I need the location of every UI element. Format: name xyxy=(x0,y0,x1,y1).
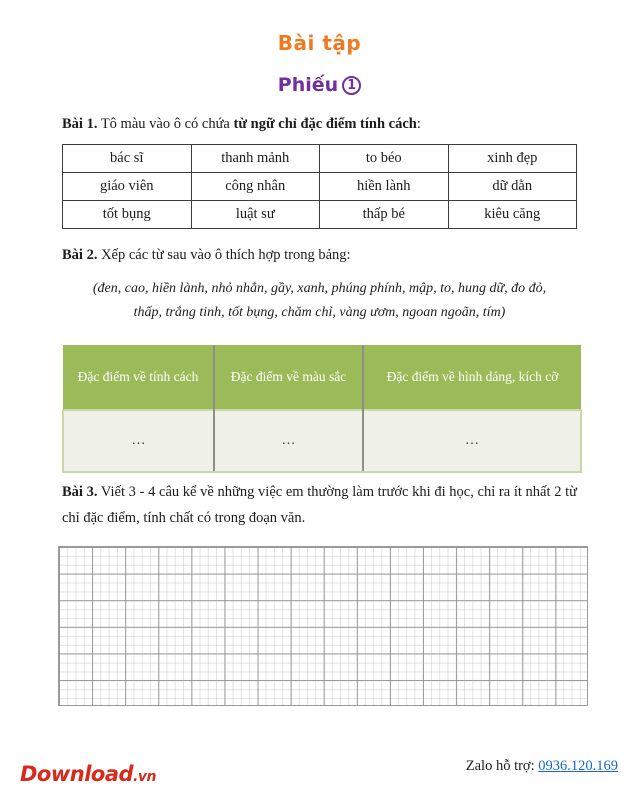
exercise2-label: Bài 2. xyxy=(62,247,98,263)
exercise1-label: Bài 1. xyxy=(62,116,98,132)
word-list-line: thấp, trắng tinh, tốt bụng, chăm chỉ, vàng ươm, ngoan ngoãn, tím) xyxy=(133,305,506,320)
table-header-row xyxy=(63,345,581,410)
table-row xyxy=(63,173,577,201)
exercise1-bold-text: từ ngữ chỉ đặc điểm tính cách xyxy=(233,116,417,132)
table-cell: luật sư xyxy=(191,201,320,229)
zalo-support-phone-link[interactable]: 0936.120.169 xyxy=(538,758,618,774)
table-cell: giáo viên xyxy=(63,173,192,201)
logo-main-text: Download xyxy=(20,762,134,786)
table-cell: hiền lành xyxy=(320,173,449,201)
logo-suffix-text: .vn xyxy=(133,769,156,785)
table-cell: kiêu căng xyxy=(448,201,577,229)
exercise2-word-list xyxy=(62,277,577,325)
column-header: Đặc điểm về tính cách xyxy=(63,345,214,410)
exercise3-label: Bài 3. xyxy=(62,484,98,500)
exercise2-text: Xếp các từ sau vào ô thích hợp trong bảng: xyxy=(97,247,351,263)
exercise1-word-table xyxy=(62,144,577,229)
writing-grid-paper xyxy=(58,546,588,706)
zalo-support-label: Zalo hỗ trợ: xyxy=(465,758,539,774)
table-row xyxy=(63,410,581,472)
circled-number-icon: 1 xyxy=(342,76,361,95)
table-row xyxy=(63,145,577,173)
exercise3-text: Viết 3 - 4 câu kể về những việc em thường làm trước khi đi học, chỉ ra ít nhất 2 từ chỉ đặc điểm, tính chất có trong đoạn văn. xyxy=(62,484,578,526)
table-cell: … xyxy=(214,410,363,472)
table-row xyxy=(63,201,577,229)
table-cell: tốt bụng xyxy=(63,201,192,229)
downloadvn-logo xyxy=(20,762,156,786)
exercise1-suffix: : xyxy=(416,116,421,132)
table-cell: bác sĩ xyxy=(63,145,192,173)
table-cell: … xyxy=(363,410,581,472)
exercise1-instruction xyxy=(62,114,577,134)
table-cell: công nhân xyxy=(191,173,320,201)
column-header: Đặc điểm về hình dáng, kích cỡ xyxy=(363,345,581,410)
column-header: Đặc điểm về màu sắc xyxy=(214,345,363,410)
zalo-support xyxy=(466,758,618,775)
word-list-line: (đen, cao, hiền lành, nhỏ nhắn, gầy, xanh, phúng phính, mập, to, hung dữ, đo đỏ, xyxy=(92,281,547,296)
table-cell: thấp bé xyxy=(320,201,449,229)
table-cell: dữ dằn xyxy=(448,173,577,201)
exercise2-sorting-table xyxy=(62,345,582,473)
table-cell: to béo xyxy=(320,145,449,173)
table-cell: xinh đẹp xyxy=(448,145,577,173)
exercise1-text: Tô màu vào ô có chứa xyxy=(97,116,234,132)
subtitle-text: Phiếu xyxy=(277,74,339,96)
table-cell: thanh mảnh xyxy=(191,145,320,173)
exercise2-instruction xyxy=(62,245,577,265)
table-cell: … xyxy=(63,410,214,472)
sheet-subtitle xyxy=(62,72,577,98)
page-title: Bài tập xyxy=(277,31,362,55)
exercise3-instruction xyxy=(62,479,577,531)
